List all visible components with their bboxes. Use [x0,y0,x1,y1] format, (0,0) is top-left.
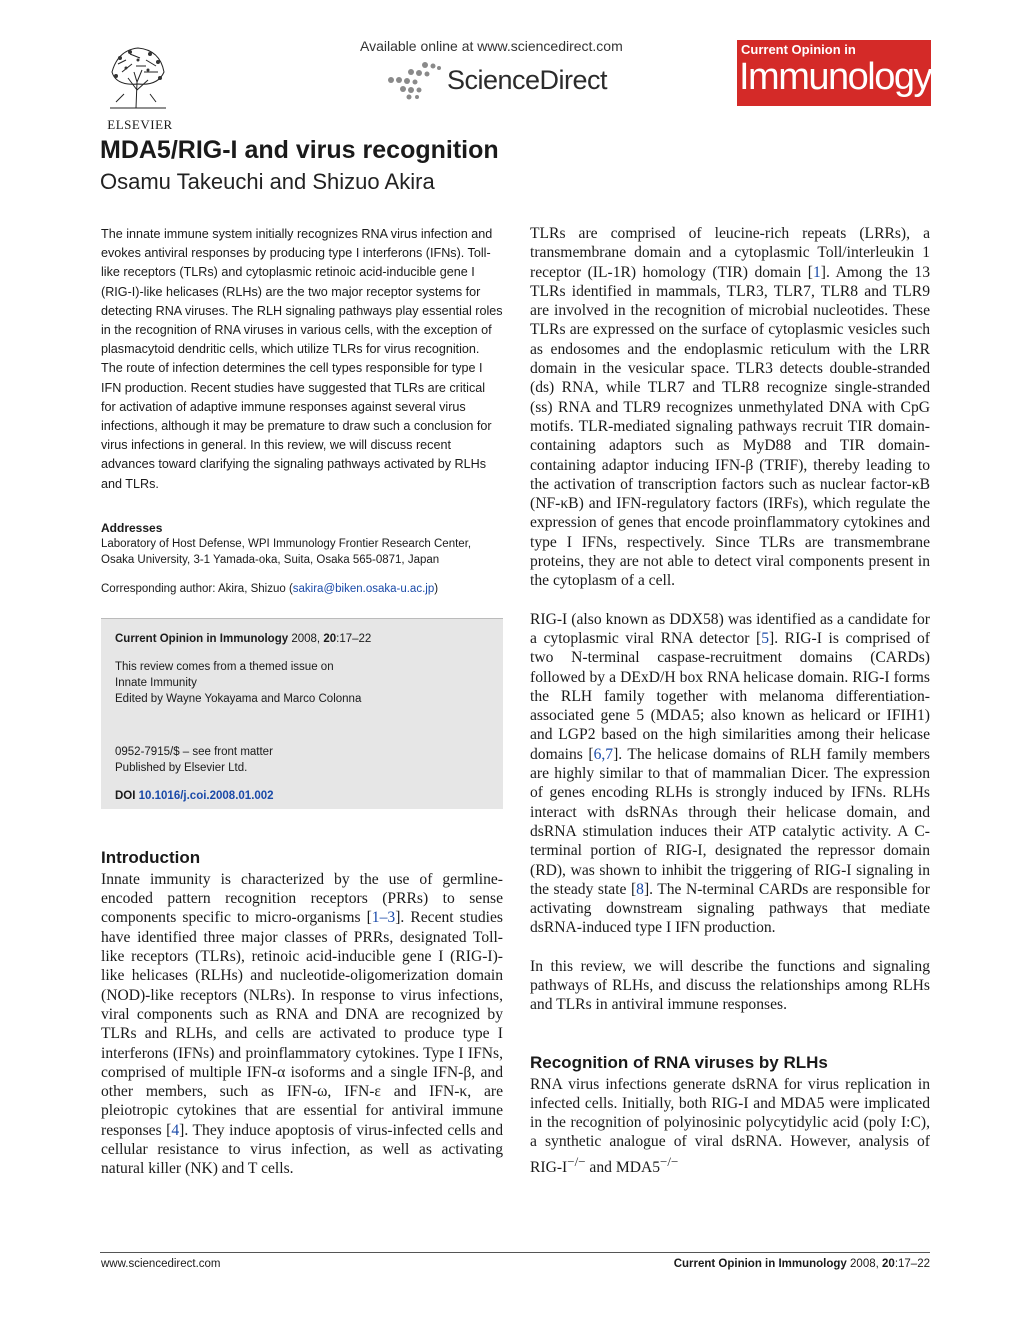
article-info-box [101,618,503,809]
rigi-text-4: ]. The N-terminal CARDs are responsible for activating downstream signaling pathways that mediate dsRNA-induced type I IFN production. [530,880,930,937]
intro-text-2: ]. Recent studies have identified three major classes of PRRs, designated Toll-like receptors (TLRs), retinoic acid-inducible gene I (RIG-I)-like helicases (RLHs) and nucleotide-oligomerization domain (NOD)-like receptors (NLRs). In response to virus infections, viral components such as RNA and DNA are recognized by TLRs and RLHs, and cells are activated to produce type I interferons (IFNs) and proinflammatory cytokines. Type I IFNs, comprised of multiple IFN-α isoforms and a single IFN-β, and other members, such as IFN-ω, IFN-ε and IFN-κ, are pleiotropic cytokines that are essential for antiviral immune responses [ [101,909,504,1139]
left-column [101,225,503,1179]
rlh-paragraph [530,1075,930,1178]
superscript: −/− [660,1153,679,1169]
sciencedirect-dots-icon [385,60,443,100]
journal-badge [737,40,931,106]
footer-year: 2008, [850,1258,879,1270]
info-doi-label: DOI [115,789,136,802]
superscript: −/− [567,1153,586,1169]
rlh-text-1: RNA virus infections generate dsRNA for virus replication in infected cells. Initially, both RIG-I and MDA5 were implicated in the recognition of polyinosinic polycytidylic acid (poly I:C), a synthetic analogue of viral dsRNA. However, analysis of RIG-I [530,1075,930,1176]
intro-text-1: Innate immunity is characterized by the use of germline-encoded pattern recognition receptors (PRRs) to sense components specific to micro-organisms [ [101,870,503,927]
info-pages: :17–22 [336,632,372,645]
info-editors: Edited by Wayne Yokayama and Marco Colonna [115,692,362,705]
info-published-by: Published by Elsevier Ltd. [115,761,248,774]
footer-pages: :17–22 [894,1258,930,1270]
rigi-paragraph [530,610,930,938]
review-scope-paragraph: In this review, we will describe the functions and signaling pathways of RLHs, and discuss the relationships among RLHs and TLRs in antiviral immune responses. [530,957,930,1014]
rlh-section-heading: Recognition of RNA viruses by RLHs [530,1052,828,1072]
ref-link[interactable]: 1–3 [371,909,396,927]
info-themed-line: This review comes from a themed issue on [115,660,334,673]
right-column [530,224,930,1177]
rigi-text-3: ]. The helicase domains of RLH family members are highly similar to that of mammalian Dicer. The expression of genes encoding RLHs is strongly induced by IFNs. RLHs interact with dsRNAs through their helicase domain, and dsRNA stimulation induces their ATP catalytic activity. A C-terminal portion of RIG-I, designated the repressor domain (RD), was shown to inhibit the triggering of RIG-I signaling in the steady state [ [530,745,930,898]
addresses-heading: Addresses [101,520,163,535]
info-theme: Innate Immunity [115,676,197,689]
ref-link[interactable]: 5 [761,629,770,647]
sciencedirect-wordmark: ScienceDirect [447,64,608,95]
corresponding-author [101,581,503,597]
sciencedirect-logo[interactable] [385,58,607,102]
info-doi [115,788,489,804]
available-online-text: Available online at www.sciencedirect.com [360,38,623,54]
elsevier-wordmark: ELSEVIER [107,117,173,132]
info-journal: Current Opinion in Immunology [115,632,289,645]
corresponding-suffix: ) [434,582,439,595]
tlr-paragraph [530,224,930,591]
doi-link[interactable]: 10.1016/j.coi.2008.01.002 [138,789,274,802]
rigi-text-2: ]. RIG-I is comprised of two N-terminal caspase-recruitment domains (CARDs) followed by a DExD/H box RNA helicase domain. RIG-I forms the RLH family together with melanoma differentiation-associated gene 5 (MDA5; also known as helicard or IFIH1) and LGP2 based on the high similarities among their helicase domains [ [530,629,931,763]
introduction-paragraph [101,870,503,1179]
ref-link[interactable]: 6,7 [593,745,614,763]
footer-volume: 20 [882,1258,895,1270]
abstract: The innate immune system initially recognizes RNA virus infection and evokes antiviral responses by producing type I interferons (IFNs). Toll-like receptors (TLRs) and cytoplasmic retinoic acid-inducible gene I (RIG-I)-like helicases (RLHs) are the two major receptor systems for detecting RNA viruses. The RLH signaling pathways play essential roles in the recognition of RNA viruses in various cells, with the exception of plasmacytoid dendritic cells, which utilize TLRs for virus recognition. The route of infection determines the cell types responsible for type I IFN production. Recent studies have suggested that TLRs are critical for activation of adaptive immune responses against several virus infections, although it may be premature to draw such a conclusion for virus infections in general. In this review, we will discuss recent advances toward clarifying the signaling pathways activated by RLHs and TLRs. [101,227,503,491]
journal-badge-top: Current Opinion in [741,42,856,57]
info-citation [115,631,489,647]
addresses-text: Laboratory of Host Defense, WPI Immunology Frontier Research Center, Osaka University, 3-1 Yamada-oka, Suita, Osaka 565-0871, Japan [101,537,472,566]
info-issn: 0952-7915/$ – see front matter [115,745,273,758]
elsevier-logo [100,42,180,132]
corresponding-email-link[interactable]: sakira@biken.osaka-u.ac.jp [292,582,435,595]
intro-text-3: ]. They induce apoptosis of virus-infected cells and cellular resistance to virus infection, as well as activating natural killer (NK) and T cells. [101,1121,503,1178]
footer-url[interactable]: www.sciencedirect.com [101,1258,221,1270]
ref-link[interactable]: 1 [812,263,821,281]
rlh-text-2: and MDA5 [585,1158,661,1176]
rigi-text-1: RIG-I (also known as DDX58) was identified as a candidate for a cytoplasmic viral RNA detector [ [530,610,930,647]
footer-journal: Current Opinion in Immunology [673,1258,847,1270]
footer-citation [674,1258,930,1270]
info-year: 2008, [291,632,321,645]
tlr-text-2: ]. Among the 13 TLRs identified in mammals, TLR3, TLR7, TLR8 and TLR9 are involved in the recognition of microbial nucleotides. These TLRs are expressed on the surface of cytoplasmic vesicles such as endosomes and the endoplasmic reticulum with the LRR domain in the vesicular space. TLR3 detects double-stranded (ds) RNA, while TLR7 and TLR8 recognize single-stranded (ss) RNA and TLR9 recognizes unmethylated DNA with CpG motifs. TLR-mediated signaling pathways recruit TIR domain-containing adaptors such as MyD88 and TIR domain-containing adaptor inducing IFN-β (TRIF), thereby leading to the activation of transcription factors such as nuclear factor-κB (NF-κB) and IFN-regulatory factors (IRFs), which regulate the expression of genes that encode proinflammatory cytokines and type I IFNs, respectively. Since TLRs are transmembrane proteins, they are not able to detect viral components present in the cytoplasm of a cell. [530,263,930,590]
elsevier-tree-icon [106,42,170,110]
footer-divider [100,1252,930,1253]
ref-link[interactable]: 4 [171,1121,180,1139]
introduction-heading: Introduction [101,847,201,867]
tlr-text-1: TLRs are comprised of leucine-rich repeats (LRRs), a transmembrane domain and a cytoplasmic Toll/interleukin 1 receptor (IL-1R) homology (TIR) domain [ [530,225,930,281]
journal-badge-main: Immunology [739,56,931,98]
ref-link[interactable]: 8 [636,880,644,898]
article-authors: Osamu Takeuchi and Shizuo Akira [100,169,435,194]
corresponding-prefix: Corresponding author: Akira, Shizuo ( [101,582,293,595]
info-volume: 20 [323,632,337,645]
article-title: MDA5/RIG-I and virus recognition [100,136,499,164]
